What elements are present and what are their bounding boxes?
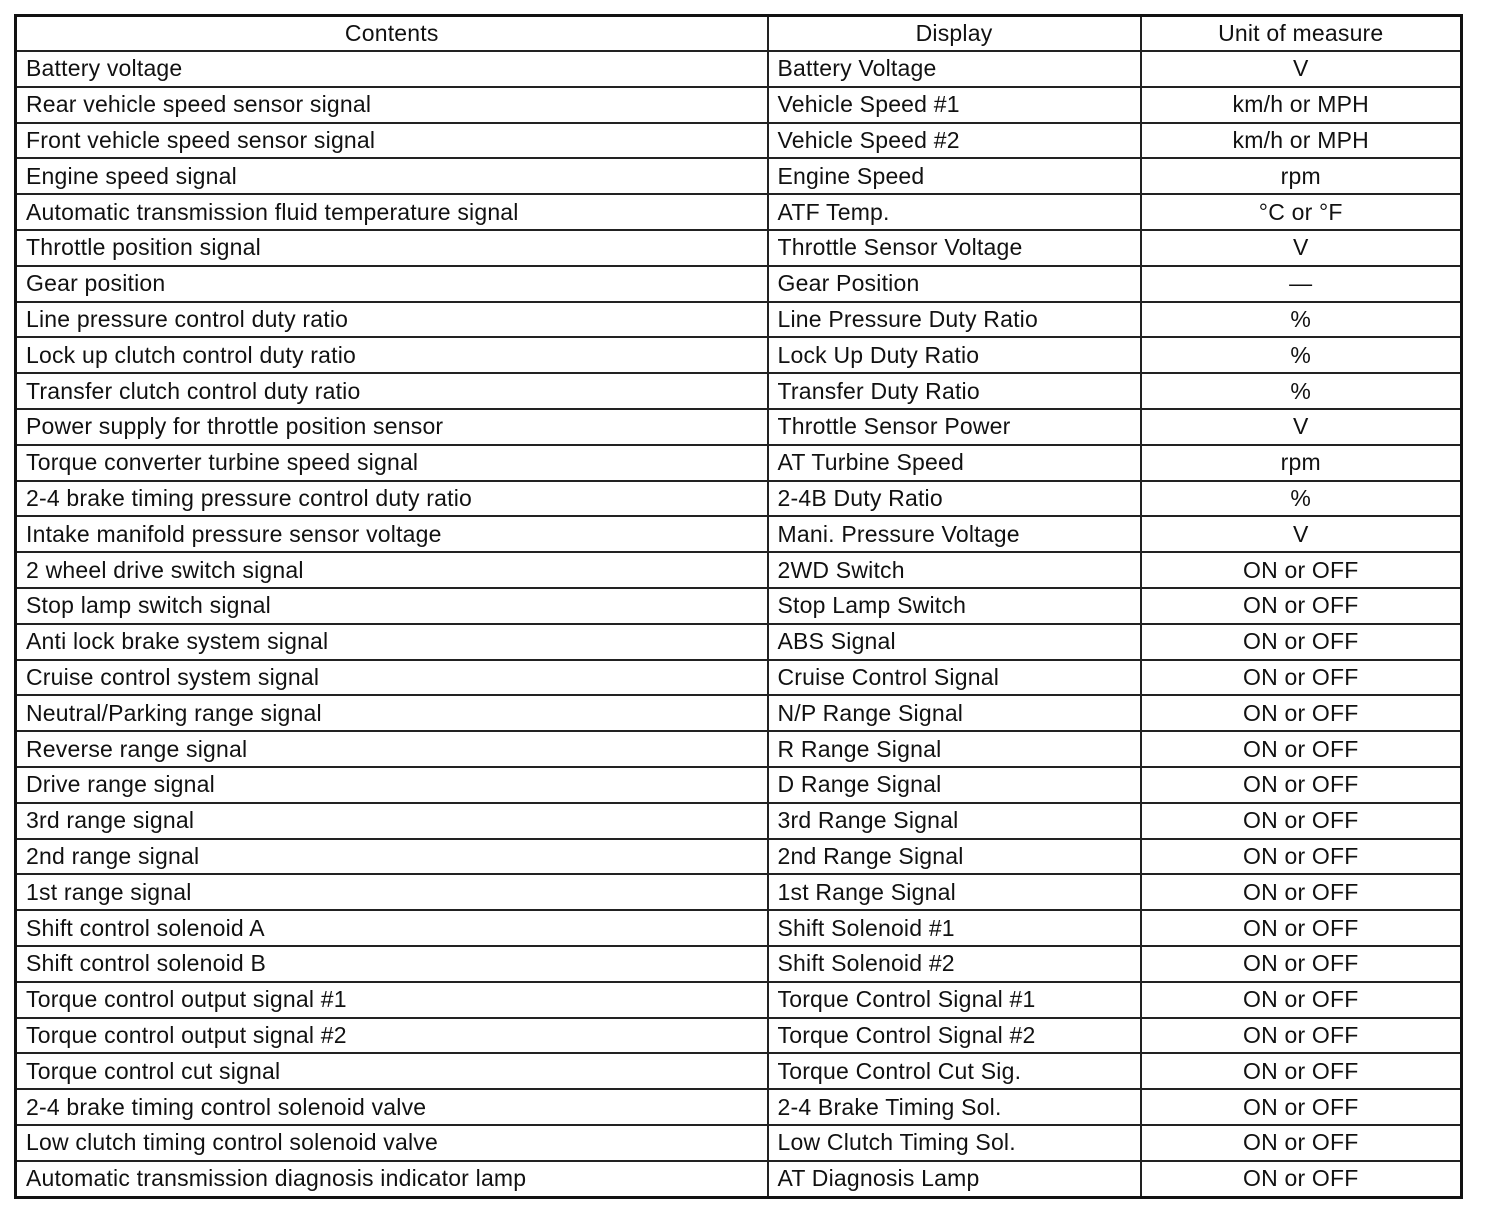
table-row xyxy=(16,803,1462,839)
header-display: Display xyxy=(768,16,1141,52)
cell-contents: Cruise control system signal xyxy=(16,660,768,696)
cell-contents: Low clutch timing control solenoid valve xyxy=(16,1125,768,1161)
cell-display: AT Turbine Speed xyxy=(768,445,1141,481)
table-row xyxy=(16,767,1462,803)
cell-display: Engine Speed xyxy=(768,158,1141,194)
cell-display: Low Clutch Timing Sol. xyxy=(768,1125,1141,1161)
table-row xyxy=(16,982,1462,1018)
table-row xyxy=(16,516,1462,552)
table-body xyxy=(16,51,1462,1197)
cell-display: 1st Range Signal xyxy=(768,874,1141,910)
table-row xyxy=(16,695,1462,731)
table-row xyxy=(16,51,1462,87)
table-row xyxy=(16,87,1462,123)
table-row xyxy=(16,302,1462,338)
cell-display: Shift Solenoid #1 xyxy=(768,910,1141,946)
cell-unit: % xyxy=(1141,481,1462,517)
table-row xyxy=(16,660,1462,696)
cell-unit: km/h or MPH xyxy=(1141,87,1462,123)
cell-contents: Transfer clutch control duty ratio xyxy=(16,373,768,409)
table-row xyxy=(16,874,1462,910)
header-unit: Unit of measure xyxy=(1141,16,1462,52)
cell-unit: ON or OFF xyxy=(1141,910,1462,946)
cell-contents: Front vehicle speed sensor signal xyxy=(16,123,768,159)
cell-unit: ON or OFF xyxy=(1141,1018,1462,1054)
cell-display: Torque Control Signal #2 xyxy=(768,1018,1141,1054)
cell-unit: °C or °F xyxy=(1141,194,1462,230)
cell-display: Stop Lamp Switch xyxy=(768,588,1141,624)
cell-contents: Torque converter turbine speed signal xyxy=(16,445,768,481)
cell-unit: V xyxy=(1141,230,1462,266)
cell-unit: ON or OFF xyxy=(1141,767,1462,803)
cell-unit: V xyxy=(1141,51,1462,87)
table-header xyxy=(16,16,1462,52)
header-contents: Contents xyxy=(16,16,768,52)
cell-unit: ON or OFF xyxy=(1141,1125,1462,1161)
cell-contents: Anti lock brake system signal xyxy=(16,624,768,660)
table-row xyxy=(16,266,1462,302)
cell-display: R Range Signal xyxy=(768,731,1141,767)
cell-display: Throttle Sensor Voltage xyxy=(768,230,1141,266)
table-row xyxy=(16,337,1462,373)
table-row xyxy=(16,1018,1462,1054)
cell-contents: Automatic transmission diagnosis indicator lamp xyxy=(16,1161,768,1197)
cell-unit: rpm xyxy=(1141,445,1462,481)
diagnostic-data-table xyxy=(14,14,1463,1199)
cell-contents: Stop lamp switch signal xyxy=(16,588,768,624)
cell-unit: ON or OFF xyxy=(1141,1161,1462,1197)
cell-display: Torque Control Cut Sig. xyxy=(768,1053,1141,1089)
cell-unit: — xyxy=(1141,266,1462,302)
cell-display: AT Diagnosis Lamp xyxy=(768,1161,1141,1197)
cell-display: Cruise Control Signal xyxy=(768,660,1141,696)
cell-unit: ON or OFF xyxy=(1141,839,1462,875)
cell-unit: V xyxy=(1141,516,1462,552)
cell-display: Vehicle Speed #1 xyxy=(768,87,1141,123)
table-row xyxy=(16,373,1462,409)
header-row xyxy=(16,16,1462,52)
cell-display: N/P Range Signal xyxy=(768,695,1141,731)
cell-display: Mani. Pressure Voltage xyxy=(768,516,1141,552)
cell-unit: % xyxy=(1141,337,1462,373)
cell-display: Line Pressure Duty Ratio xyxy=(768,302,1141,338)
cell-contents: Torque control cut signal xyxy=(16,1053,768,1089)
cell-display: Throttle Sensor Power xyxy=(768,409,1141,445)
cell-display: 2-4B Duty Ratio xyxy=(768,481,1141,517)
cell-contents: Engine speed signal xyxy=(16,158,768,194)
cell-contents: Throttle position signal xyxy=(16,230,768,266)
table-row xyxy=(16,1089,1462,1125)
cell-contents: Automatic transmission fluid temperature signal xyxy=(16,194,768,230)
cell-contents: Power supply for throttle position sensor xyxy=(16,409,768,445)
cell-contents: 2nd range signal xyxy=(16,839,768,875)
cell-unit: ON or OFF xyxy=(1141,588,1462,624)
table-row xyxy=(16,194,1462,230)
table-row xyxy=(16,1161,1462,1197)
cell-unit: ON or OFF xyxy=(1141,803,1462,839)
cell-contents: Lock up clutch control duty ratio xyxy=(16,337,768,373)
table-row xyxy=(16,1053,1462,1089)
cell-contents: Shift control solenoid B xyxy=(16,946,768,982)
table-row xyxy=(16,731,1462,767)
table-row xyxy=(16,1125,1462,1161)
cell-contents: 1st range signal xyxy=(16,874,768,910)
cell-contents: Intake manifold pressure sensor voltage xyxy=(16,516,768,552)
cell-contents: Drive range signal xyxy=(16,767,768,803)
cell-unit: rpm xyxy=(1141,158,1462,194)
cell-contents: Rear vehicle speed sensor signal xyxy=(16,87,768,123)
cell-unit: ON or OFF xyxy=(1141,624,1462,660)
cell-display: ATF Temp. xyxy=(768,194,1141,230)
cell-contents: 2-4 brake timing control solenoid valve xyxy=(16,1089,768,1125)
cell-display: Battery Voltage xyxy=(768,51,1141,87)
cell-contents: Reverse range signal xyxy=(16,731,768,767)
cell-contents: Torque control output signal #2 xyxy=(16,1018,768,1054)
data-table-container xyxy=(14,14,1460,1199)
table-row xyxy=(16,481,1462,517)
cell-contents: Line pressure control duty ratio xyxy=(16,302,768,338)
table-row xyxy=(16,409,1462,445)
cell-unit: ON or OFF xyxy=(1141,874,1462,910)
cell-display: Lock Up Duty Ratio xyxy=(768,337,1141,373)
cell-contents: Neutral/Parking range signal xyxy=(16,695,768,731)
cell-contents: Torque control output signal #1 xyxy=(16,982,768,1018)
table-row xyxy=(16,946,1462,982)
cell-display: Shift Solenoid #2 xyxy=(768,946,1141,982)
cell-display: ABS Signal xyxy=(768,624,1141,660)
cell-unit: ON or OFF xyxy=(1141,1089,1462,1125)
cell-contents: 3rd range signal xyxy=(16,803,768,839)
table-row xyxy=(16,445,1462,481)
table-row xyxy=(16,230,1462,266)
cell-display: Vehicle Speed #2 xyxy=(768,123,1141,159)
cell-unit: ON or OFF xyxy=(1141,1053,1462,1089)
cell-contents: 2 wheel drive switch signal xyxy=(16,552,768,588)
cell-unit: ON or OFF xyxy=(1141,695,1462,731)
cell-unit: % xyxy=(1141,302,1462,338)
table-row xyxy=(16,910,1462,946)
table-row xyxy=(16,839,1462,875)
cell-display: Gear Position xyxy=(768,266,1141,302)
cell-contents: Gear position xyxy=(16,266,768,302)
cell-contents: 2-4 brake timing pressure control duty ratio xyxy=(16,481,768,517)
cell-display: Transfer Duty Ratio xyxy=(768,373,1141,409)
cell-unit: ON or OFF xyxy=(1141,982,1462,1018)
cell-unit: ON or OFF xyxy=(1141,660,1462,696)
cell-display: 2nd Range Signal xyxy=(768,839,1141,875)
cell-display: 3rd Range Signal xyxy=(768,803,1141,839)
cell-unit: V xyxy=(1141,409,1462,445)
table-row xyxy=(16,123,1462,159)
cell-display: D Range Signal xyxy=(768,767,1141,803)
cell-unit: ON or OFF xyxy=(1141,731,1462,767)
table-row xyxy=(16,158,1462,194)
cell-display: 2-4 Brake Timing Sol. xyxy=(768,1089,1141,1125)
cell-contents: Battery voltage xyxy=(16,51,768,87)
cell-unit: ON or OFF xyxy=(1141,552,1462,588)
cell-contents: Shift control solenoid A xyxy=(16,910,768,946)
table-row xyxy=(16,624,1462,660)
cell-display: 2WD Switch xyxy=(768,552,1141,588)
cell-display: Torque Control Signal #1 xyxy=(768,982,1141,1018)
cell-unit: % xyxy=(1141,373,1462,409)
table-row xyxy=(16,552,1462,588)
table-row xyxy=(16,588,1462,624)
cell-unit: ON or OFF xyxy=(1141,946,1462,982)
cell-unit: km/h or MPH xyxy=(1141,123,1462,159)
